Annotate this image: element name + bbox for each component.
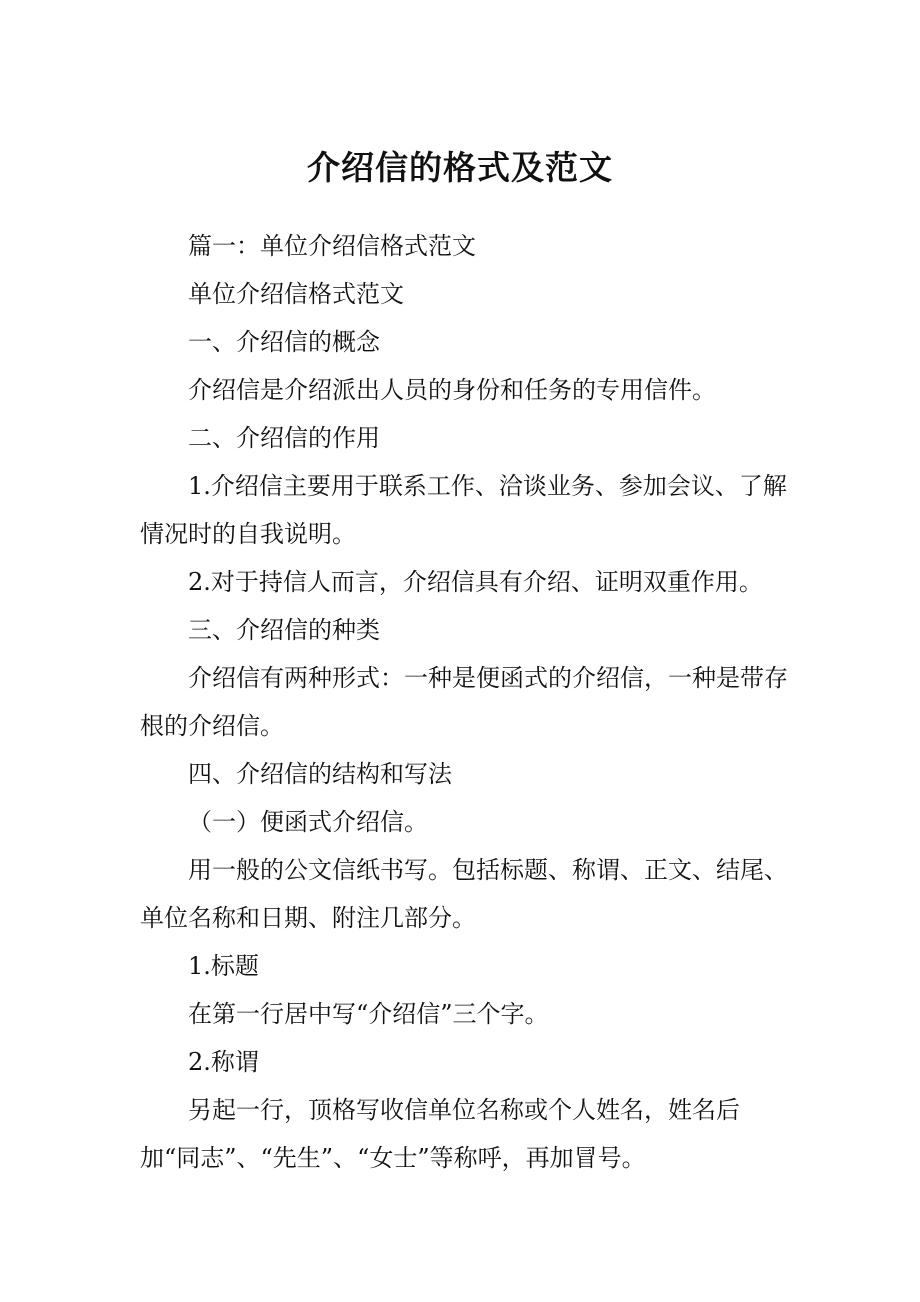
paragraph-types: 介绍信有两种形式：一种是便函式的介绍信，一种是带存根的介绍信。	[140, 664, 788, 740]
paragraph-function-2: 2.对于持信人而言，介绍信具有介绍、证明双重作用。	[188, 568, 763, 596]
paragraph-subtitle: 单位介绍信格式范文	[188, 280, 404, 308]
paragraph-concept: 介绍信是介绍派出人员的身份和任务的专用信件。	[188, 376, 716, 404]
paragraph-title-rule: 在第一行居中写“介绍信”三个字。	[188, 1000, 549, 1028]
paragraph-heading-concept: 一、介绍信的概念	[188, 328, 380, 356]
paragraph-salutation-rule: 另起一行，顶格写收信单位名称或个人姓名，姓名后加“同志”、“先生”、“女士”等称呼，再加冒号。	[140, 1096, 740, 1172]
paragraph-heading-types: 三、介绍信的种类	[188, 616, 380, 644]
paragraph-heading-function: 二、介绍信的作用	[188, 424, 380, 452]
paragraph-letter-parts: 用一般的公文信纸书写。包括标题、称谓、正文、结尾、单位名称和日期、附注几部分。	[140, 856, 788, 932]
document-title: 介绍信的格式及范文	[307, 148, 613, 187]
document-body	[140, 222, 788, 1182]
paragraph-subheading-letter: （一）便函式介绍信。	[188, 808, 428, 836]
paragraph-item-salutation: 2.称谓	[188, 1048, 259, 1076]
paragraph-section-heading: 篇一：单位介绍信格式范文	[188, 232, 476, 260]
paragraph-item-title: 1.标题	[188, 952, 259, 980]
paragraph-function-1: 1.介绍信主要用于联系工作、洽谈业务、参加会议、了解情况时的自我说明。	[140, 472, 787, 548]
paragraph-heading-structure: 四、介绍信的结构和写法	[188, 760, 452, 788]
